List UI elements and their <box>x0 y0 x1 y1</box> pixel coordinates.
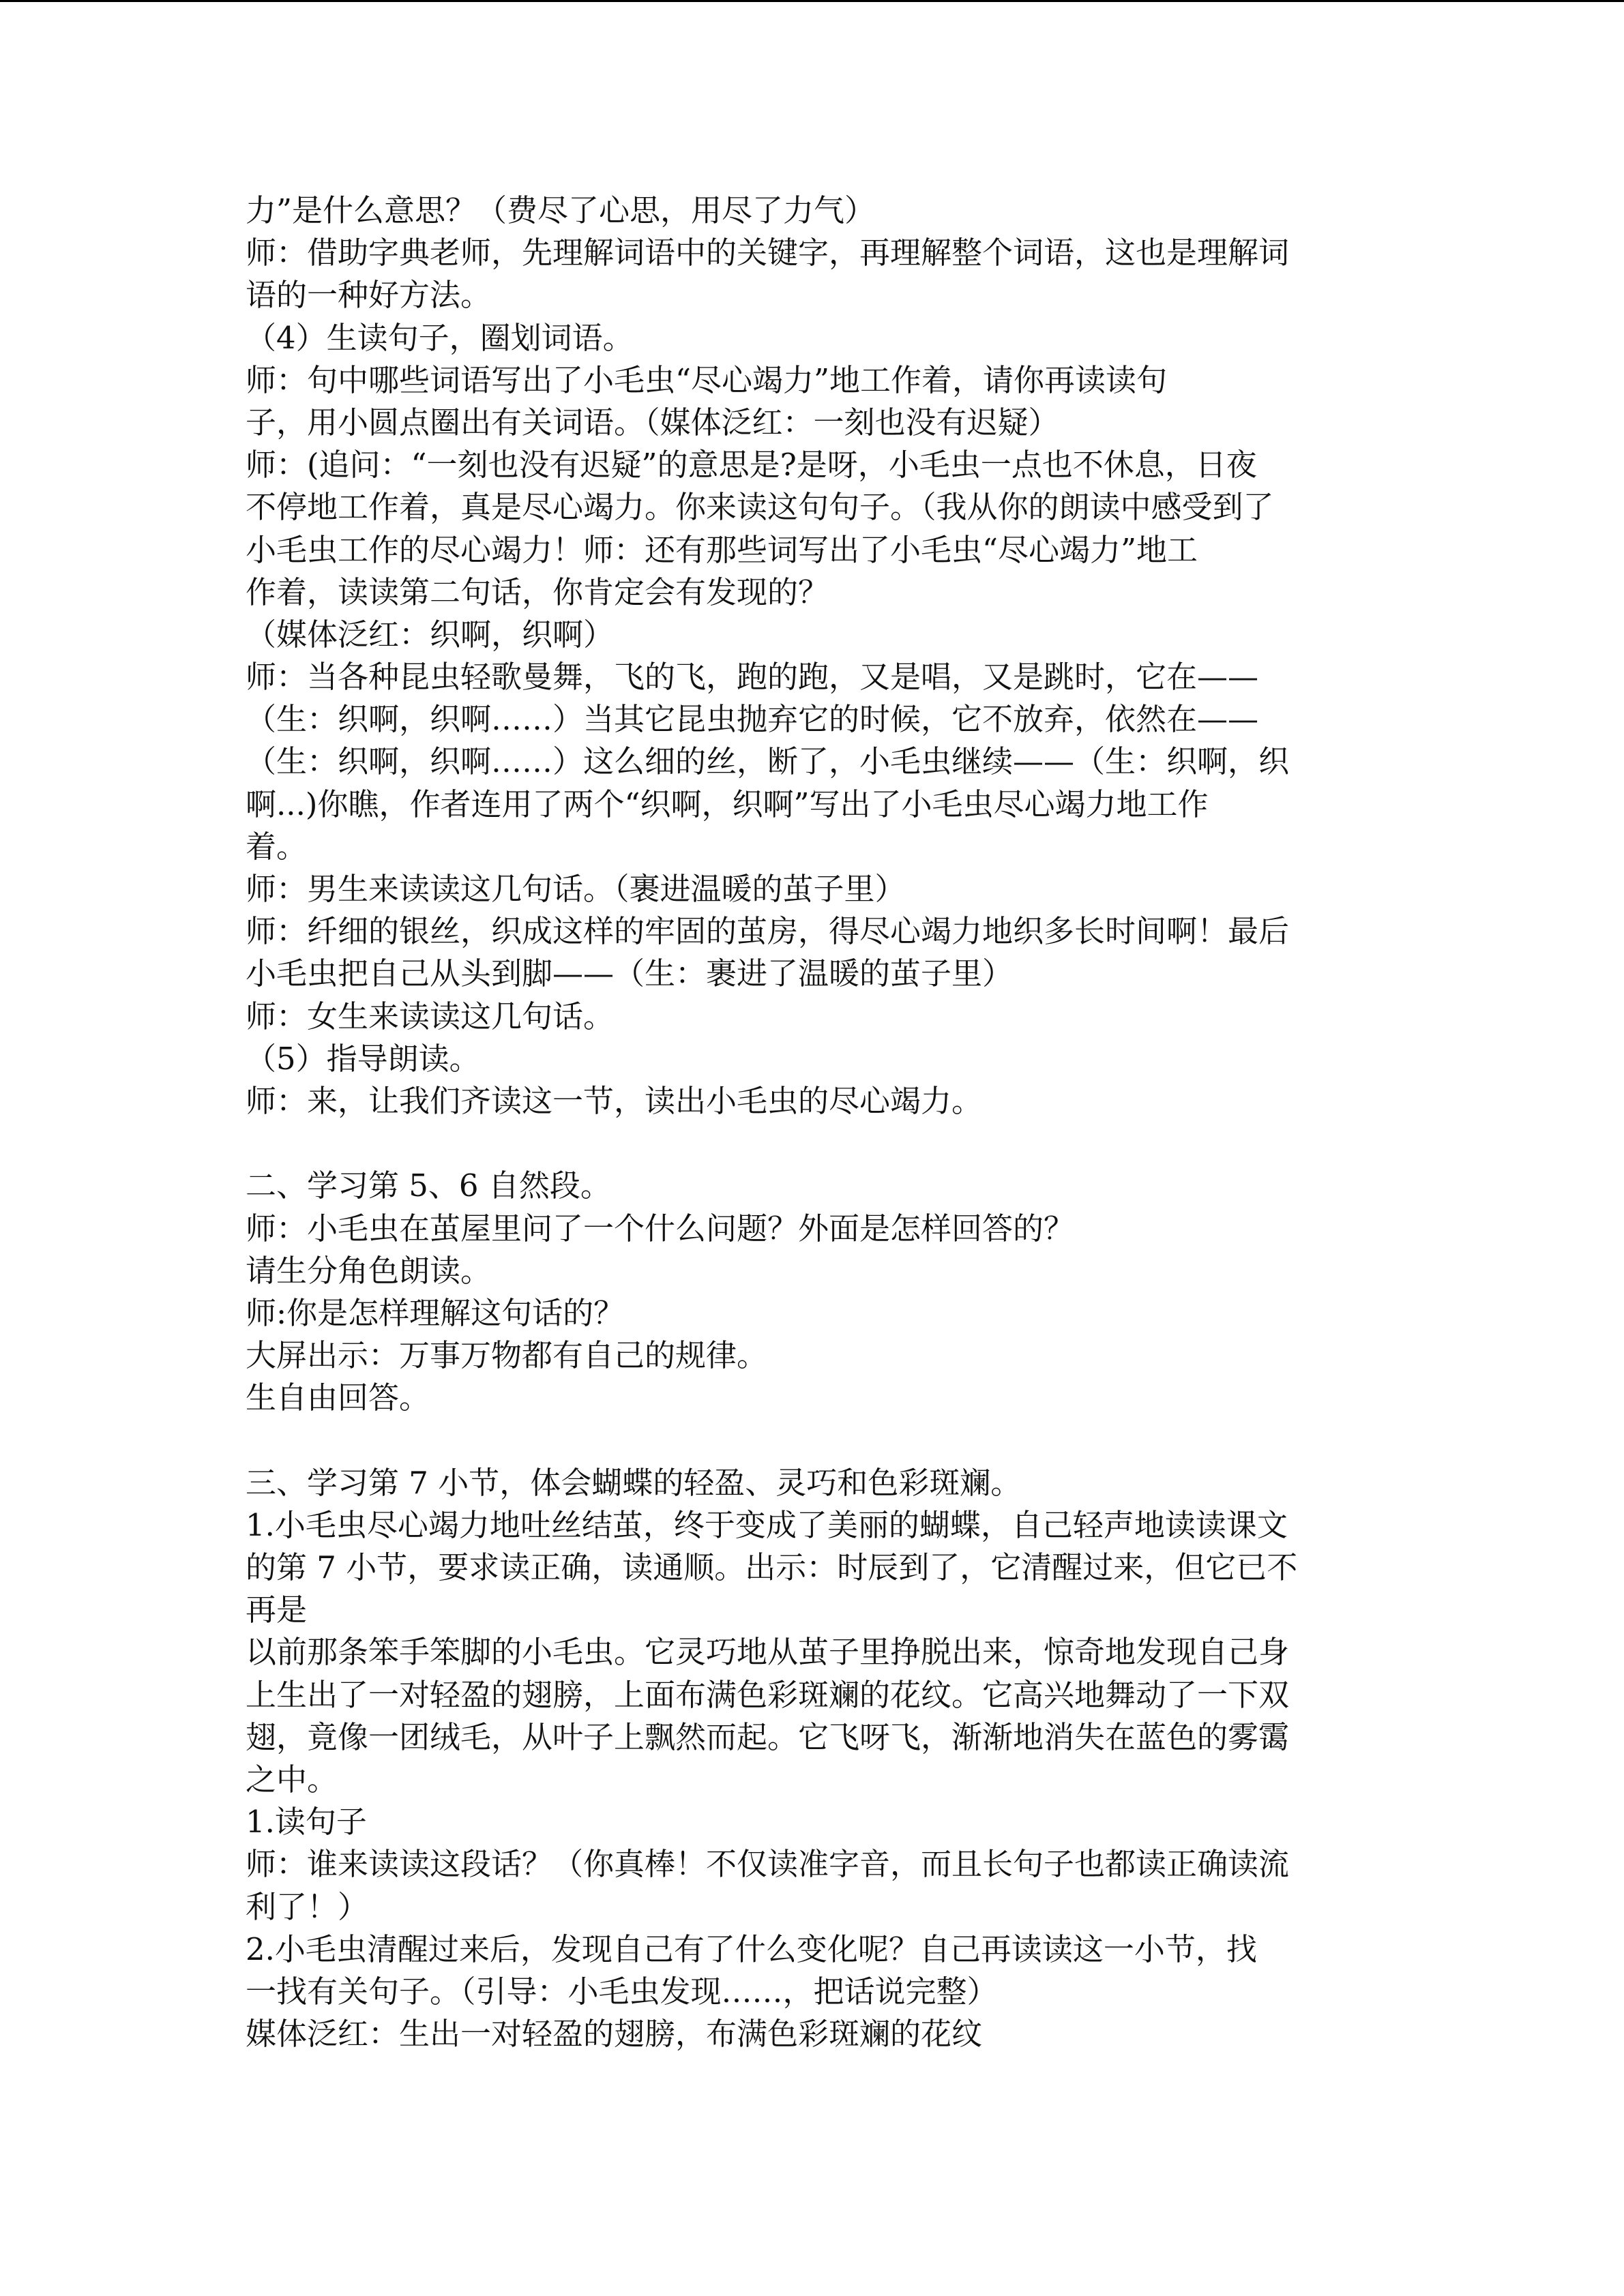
text-line: 师：女生来读读这几句话。 <box>246 998 615 1034</box>
text-line: 利了！） <box>246 1888 369 1925</box>
text-line: 之中。 <box>246 1761 338 1798</box>
text-line: 语的一种好方法。 <box>246 277 492 314</box>
document-page <box>246 190 1378 2055</box>
text-line: 师：纤细的银丝，织成这样的牢固的茧房，得尽心竭力地织多长时间啊！最后 <box>246 913 1290 950</box>
text-line: 请生分角色朗读。 <box>246 1252 492 1289</box>
blank-line <box>246 1419 1378 1461</box>
text-line: 一找有关句子。（引导：小毛虫发现……，把话说完整） <box>246 1973 998 2010</box>
text-line: 师：男生来读读这几句话。（裹进温暖的茧子里） <box>246 871 906 907</box>
text-line: 师：句中哪些词语写出了小毛虫“尽心竭力”地工作着，请你再读读句 <box>246 361 1168 398</box>
text-line: 师：谁来读读这段话？（你真棒！不仅读准字音，而且长句子也都读正确读流 <box>246 1846 1290 1883</box>
text-line: 2.小毛虫清醒过来后，发现自己有了什么变化呢？自己再读读这一小节，找 <box>246 1930 1257 1967</box>
text-line: 不停地工作着，真是尽心竭力。你来读这句句子。（我从你的朗读中感受到了 <box>246 489 1274 526</box>
text-line: 以前那条笨手笨脚的小毛虫。它灵巧地从茧子里挣脱出来，惊奇地发现自己身 <box>246 1634 1290 1671</box>
text-line: 师：(追问：“一刻也没有迟疑”的意思是?是呀，小毛虫一点也不休息，日夜 <box>246 447 1257 483</box>
section-heading: 三、学习第 7 小节，体会蝴蝶的轻盈、灵巧和色彩斑斓。 <box>246 1464 1022 1501</box>
text-line: 师：来，让我们齐读这一节，读出小毛虫的尽心竭力。 <box>246 1082 983 1119</box>
text-line: 上生出了一对轻盈的翅膀，上面布满色彩斑斓的花纹。它高兴地舞动了一下双 <box>246 1676 1290 1713</box>
text-line: 师:你是怎样理解这句话的？ <box>246 1294 625 1331</box>
text-line: （5）指导朗读。 <box>246 1040 480 1077</box>
page-top-border <box>0 0 1624 2</box>
text-line: 着。 <box>246 828 308 865</box>
text-line: 小毛虫工作的尽心竭力！师：还有那些词写出了小毛虫“尽心竭力”地工 <box>246 531 1198 568</box>
text-line: 作着，读读第二句话，你肯定会有发现的？ <box>246 573 829 610</box>
text-line: 师：借助字典老师，先理解词语中的关键字，再理解整个词语，这也是理解词 <box>246 235 1290 271</box>
text-line: 力”是什么意思？（费尽了心思，用尽了力气） <box>246 192 876 228</box>
text-line: （生：织啊，织啊……）这么细的丝，断了，小毛虫继续——（生：织啊，织 <box>246 743 1290 780</box>
text-line: 翅，竟像一团绒毛，从叶子上飘然而起。它飞呀飞，渐渐地消失在蓝色的雾霭 <box>246 1718 1290 1755</box>
text-line: 再是 <box>246 1592 308 1628</box>
text-line: （生：织啊，织啊……）当其它昆虫抛弃它的时候，它不放弃，依然在—— <box>246 701 1259 738</box>
text-line: 大屏出示：万事万物都有自己的规律。 <box>246 1337 768 1374</box>
text-line: 1.读句子 <box>246 1804 367 1840</box>
blank-line <box>246 1122 1378 1165</box>
text-line: 啊...)你瞧，作者连用了两个“织啊，织啊”写出了小毛虫尽心竭力地工作 <box>246 786 1209 822</box>
text-line: 师：当各种昆虫轻歌曼舞，飞的飞，跑的跑，又是唱，又是跳时，它在—— <box>246 659 1259 696</box>
text-line: 子，用小圆点圈出有关词语。（媒体泛红：一刻也没有迟疑） <box>246 404 1059 441</box>
text-line: （4）生读句子，圈划词语。 <box>246 319 634 356</box>
text-line: 的第 7 小节，要求读正确，读通顺。出示：时辰到了，它清醒过来，但它已不 <box>246 1549 1298 1585</box>
text-line: 生自由回答。 <box>246 1380 430 1416</box>
section-heading: 二、学习第 5、6 自然段。 <box>246 1167 611 1204</box>
text-line: 1.小毛虫尽心竭力地吐丝结茧，终于变成了美丽的蝴蝶，自己轻声地读读课文 <box>246 1506 1288 1543</box>
text-line: 小毛虫把自己从头到脚——（生：裹进了温暖的茧子里） <box>246 955 1014 992</box>
text-line: 媒体泛红：生出一对轻盈的翅膀，布满色彩斑斓的花纹 <box>246 2016 983 2053</box>
text-line: （媒体泛红：织啊，织啊） <box>246 616 615 653</box>
text-line: 师：小毛虫在茧屋里问了一个什么问题？外面是怎样回答的？ <box>246 1210 1075 1247</box>
